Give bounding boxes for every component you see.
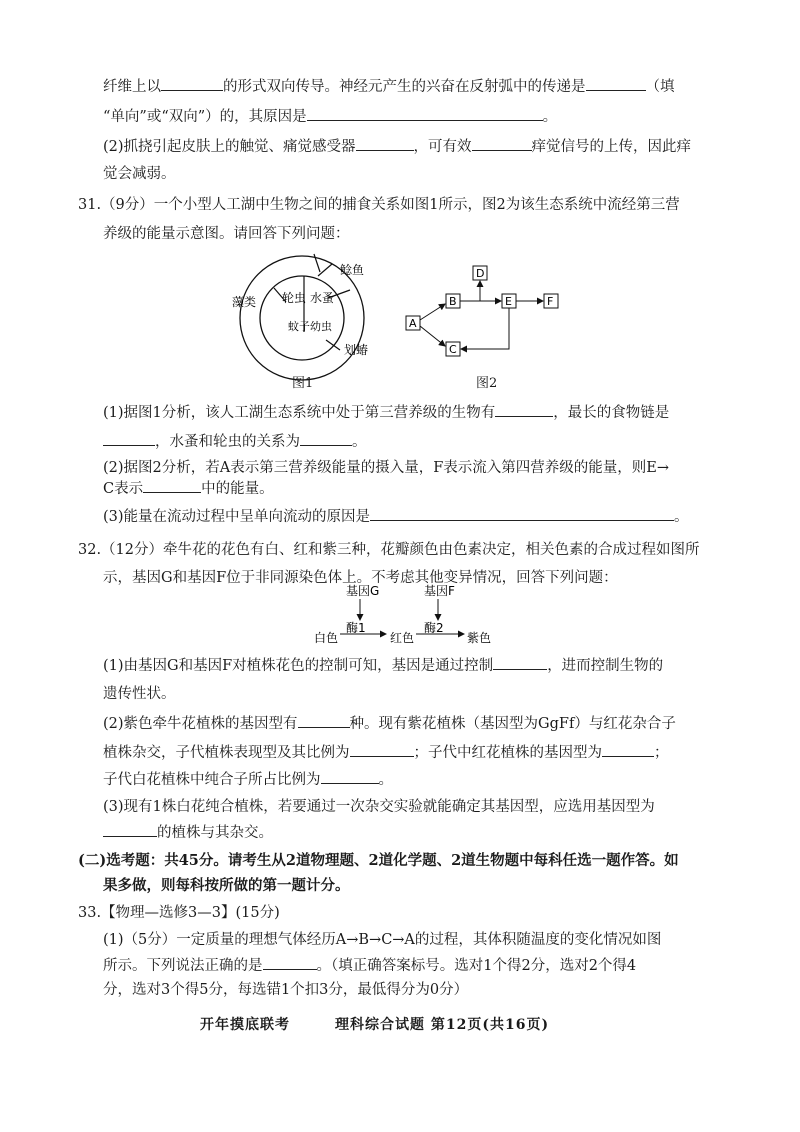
label-catfish: 鲶鱼	[340, 263, 365, 277]
answer-blank	[370, 506, 674, 521]
answer-blank	[356, 136, 414, 151]
answer-blank	[602, 742, 654, 757]
answer-blank	[493, 655, 547, 670]
arrow-A-C	[420, 326, 445, 346]
answer-blank	[350, 742, 414, 757]
answer-blank	[143, 478, 201, 493]
answer-blank	[307, 106, 543, 121]
text: 所示。下列说法正确的是	[103, 958, 263, 974]
paragraph-line	[103, 655, 663, 676]
arrow-line	[314, 254, 320, 272]
label-water-boatman: 划蝽	[344, 343, 369, 357]
answer-blank	[586, 76, 646, 91]
answer-blank	[472, 136, 532, 151]
answer-blank	[298, 713, 350, 728]
text: 的植株与其杂交。	[157, 825, 273, 841]
arrow-line	[326, 340, 340, 350]
text: 。	[542, 109, 558, 125]
paragraph-line	[103, 742, 669, 763]
text: 。	[352, 434, 367, 450]
label-enzyme-1: 酶1	[346, 621, 366, 635]
text: ，进而控制生物的	[547, 658, 664, 674]
text: ；子代中红花植株的基因型为	[413, 745, 602, 761]
node-E: E	[505, 295, 512, 308]
text: ；	[654, 745, 669, 761]
answer-blank	[495, 402, 553, 417]
node-B: B	[449, 295, 457, 308]
section-2-heading-cont: 果多做，则每科按所做的第一题计分。	[103, 877, 350, 894]
text: 。	[378, 772, 393, 788]
footer-page-number: 理科综合试题 第12页(共16页)	[335, 1017, 550, 1033]
paragraph-line	[103, 955, 636, 976]
paragraph-line	[103, 769, 393, 790]
paragraph-line	[103, 713, 676, 734]
text: 植株杂交，子代植株表现型及其比例为	[103, 745, 350, 761]
label-gene-F: 基因F	[424, 584, 455, 598]
text: ，水蚤和轮虫的关系为	[155, 434, 300, 450]
answer-blank	[103, 431, 155, 446]
pigment-pathway-diagram	[312, 580, 502, 646]
text: 。	[674, 509, 689, 525]
label-algae: 藻类	[232, 295, 257, 309]
label-gene-G: 基因G	[346, 584, 380, 598]
question-33-title: 33.【物理—选修3—3】(15分)	[78, 905, 280, 921]
label-mosquito-larva: 蚊子幼虫	[288, 320, 332, 333]
label-red: 红色	[390, 631, 415, 645]
question-31-stem-cont: 养级的能量示意图。请回答下列问题：	[103, 226, 350, 242]
label-purple: 紫色	[467, 631, 492, 645]
figure-2-caption: 图2	[476, 376, 498, 391]
paragraph-line: 觉会减弱。	[103, 166, 176, 182]
paragraph-line	[103, 136, 691, 157]
text: (1)据图1分析，该人工湖生态系统中处于第三营养级的生物有	[103, 405, 496, 421]
paragraph-line	[103, 822, 273, 843]
paragraph-line	[103, 402, 669, 423]
text: “单向”或“双向”）的，其原因是	[103, 109, 307, 125]
answer-blank	[103, 822, 157, 837]
text: ，可有效	[413, 139, 472, 155]
text: (2)抓挠引起皮肤上的触觉、痛觉感受器	[103, 139, 356, 155]
text: （填	[645, 79, 675, 95]
figure-1-caption: 图1	[292, 376, 314, 391]
label-rotifer: 轮虫	[282, 291, 307, 305]
paragraph-line	[103, 106, 557, 127]
paragraph-line: (3)现有1株白花纯合植株，若要通过一次杂交实验就能确定其基因型，应选用基因型为	[103, 799, 655, 815]
question-32-stem-cont: 示，基因G和基因F位于非同源染色体上。不考虑其他变异情况，回答下列问题：	[103, 570, 618, 586]
text: C表示	[103, 481, 144, 497]
footer-exam-name: 开年摸底联考	[200, 1017, 290, 1033]
text: 中的能量。	[201, 481, 274, 497]
text: (3)能量在流动过程中呈单向流动的原因是	[103, 509, 371, 525]
paragraph-line	[103, 506, 689, 527]
text: 种。现有紫花植株（基因型为GgFf）与红花杂合子	[349, 716, 676, 732]
figure-2-energy-flow	[400, 262, 575, 362]
label-white: 白色	[314, 631, 339, 645]
text: ，最长的食物链是	[553, 405, 670, 421]
paragraph-line: (1)（5分）一定质量的理想气体经历A→B→C→A的过程，其体积随温度的变化情况如图	[103, 932, 662, 948]
answer-blank	[263, 955, 317, 970]
node-A: A	[409, 317, 417, 330]
answer-blank	[161, 76, 223, 91]
paragraph-line	[103, 76, 675, 97]
text: (2)紫色牵牛花植株的基因型有	[103, 716, 298, 732]
text: 子代白花植株中纯合子所占比例为	[103, 772, 321, 788]
label-enzyme-2: 酶2	[424, 621, 444, 635]
arrow-line	[318, 264, 332, 276]
label-daphnia: 水蚤	[310, 291, 335, 305]
node-C: C	[449, 343, 457, 356]
paragraph-line	[103, 431, 367, 452]
node-D: D	[476, 267, 485, 280]
arrow-A-B	[420, 304, 445, 320]
text: 的形式双向传导。神经元产生的兴奋在反射弧中的传递是	[223, 79, 586, 95]
node-F: F	[547, 295, 554, 308]
paragraph-line: (2)据图2分析，若A表示第三营养级能量的摄入量，F表示流入第四营养级的能量，则E→	[103, 460, 670, 476]
text: 。（填正确答案标号。选对1个得2分，选对2个得4	[316, 958, 637, 974]
text: 痒觉信号的上传，因此痒	[531, 139, 692, 155]
answer-blank	[300, 431, 352, 446]
paragraph-line	[103, 478, 274, 499]
arrow-E-C	[461, 308, 509, 349]
text: 纤维上以	[103, 79, 161, 95]
section-2-heading: (二)选考题：共45分。请考生从2道物理题、2道化学题、2道生物题中每科任选一题作答。如	[78, 852, 679, 869]
inner-circle	[260, 276, 344, 360]
text: (1)由基因G和基因F对植株花色的控制可知，基因是通过控制	[103, 658, 494, 674]
paragraph-line: 分，选对3个得5分，每选错1个扣3分，最低得分为0分）	[103, 982, 469, 998]
answer-blank	[321, 769, 379, 784]
paragraph-line: 遗传性状。	[103, 686, 176, 702]
question-32-stem: 32.（12分）牵牛花的花色有白、红和紫三种，花瓣颜色由色素决定，相关色素的合成过程如图所	[78, 542, 700, 558]
question-31-stem: 31.（9分）一个小型人工湖中生物之间的捕食关系如图1所示，图2为该生态系统中流经第三营	[78, 197, 680, 213]
